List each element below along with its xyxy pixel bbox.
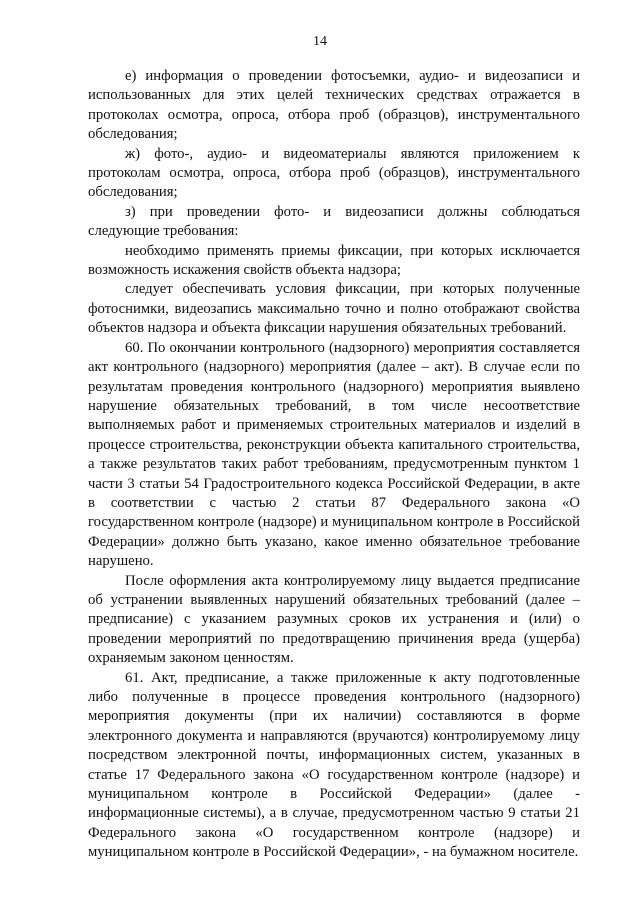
- paragraph-item-z: з) при проведении фото- и видеозаписи должны соблюдаться следующие требования:: [88, 203, 580, 240]
- document-body: [88, 67, 580, 863]
- paragraph-item-e: е) информация о проведении фотосъемки, аудио- и видеозаписи и использованных для этих целей технических средствах отражается в протоколах осмотра, опроса, отбора проб (образцов), инструментального обследования;: [88, 68, 580, 143]
- paragraph-requirement-1: необходимо применять приемы фиксации, при которых исключается возможность искажения свойств объекта надзора;: [88, 242, 580, 279]
- paragraph-61: 61. Акт, предписание, а также приложенные к акту подготовленные либо полученные в процессе проведения контрольного (надзорного) мероприятия документы (при их наличии) составляются в форме электронного документа и направляются (вручаются) контролируемому лицу посредством электронной почты, информационных систем, указанных в статье 17 Федерального закона «О государственном контроле (надзоре) и муниципальном контроле в Российской Федерации» (далее - информационные системы), а в случае, предусмотренном частью 9 статьи 21 Федерального закона «О государственном контроле (надзоре) и муниципальном контроле в Российской Федерации», - на бумажном носителе.: [88, 669, 580, 861]
- paragraph-requirement-2: следует обеспечивать условия фиксации, при которых полученные фотоснимки, видеозапись максимально точно и полно отображают свойства объектов надзора и объекта фиксации нарушения обязательных требований.: [88, 281, 580, 337]
- page-number: 14: [313, 34, 327, 49]
- paragraph-prescription: После оформления акта контролируемому лицу выдается предписание об устранении выявленных нарушений обязательных требований (далее – предписание) с указанием разумных сроков их устранения и (или) о проведении мероприятий по предотвращению причинения вреда (ущерба) охраняемым законом ценностям.: [88, 572, 580, 667]
- paragraph-60: 60. По окончании контрольного (надзорного) мероприятия составляется акт контрольного (надзорного) мероприятия (далее – акт). В случае если по результатам проведения контрольного (надзорного) мероприятия выявлено нарушение обязательных требований, в том числе несоответствие выполняемых работ и применяемых строительных материалов и изделий в процессе строительства, реконструкции объекта капитального строительства, а также результатов таких работ требованиям, предусмотренным пунктом 1 части 3 статьи 54 Градостроительного кодекса Российской Федерации, в акте в соответствии с частью 2 статьи 87 Федерального закона «О государственном контроле (надзоре) и муниципальном контроле в Российской Федерации» должно быть указано, какое именно обязательное требование нарушено.: [88, 339, 580, 570]
- paragraph-item-zh: ж) фото-, аудио- и видеоматериалы являются приложением к протоколам осмотра, опроса, отбора проб (образцов), инструментального обследования;: [88, 145, 580, 201]
